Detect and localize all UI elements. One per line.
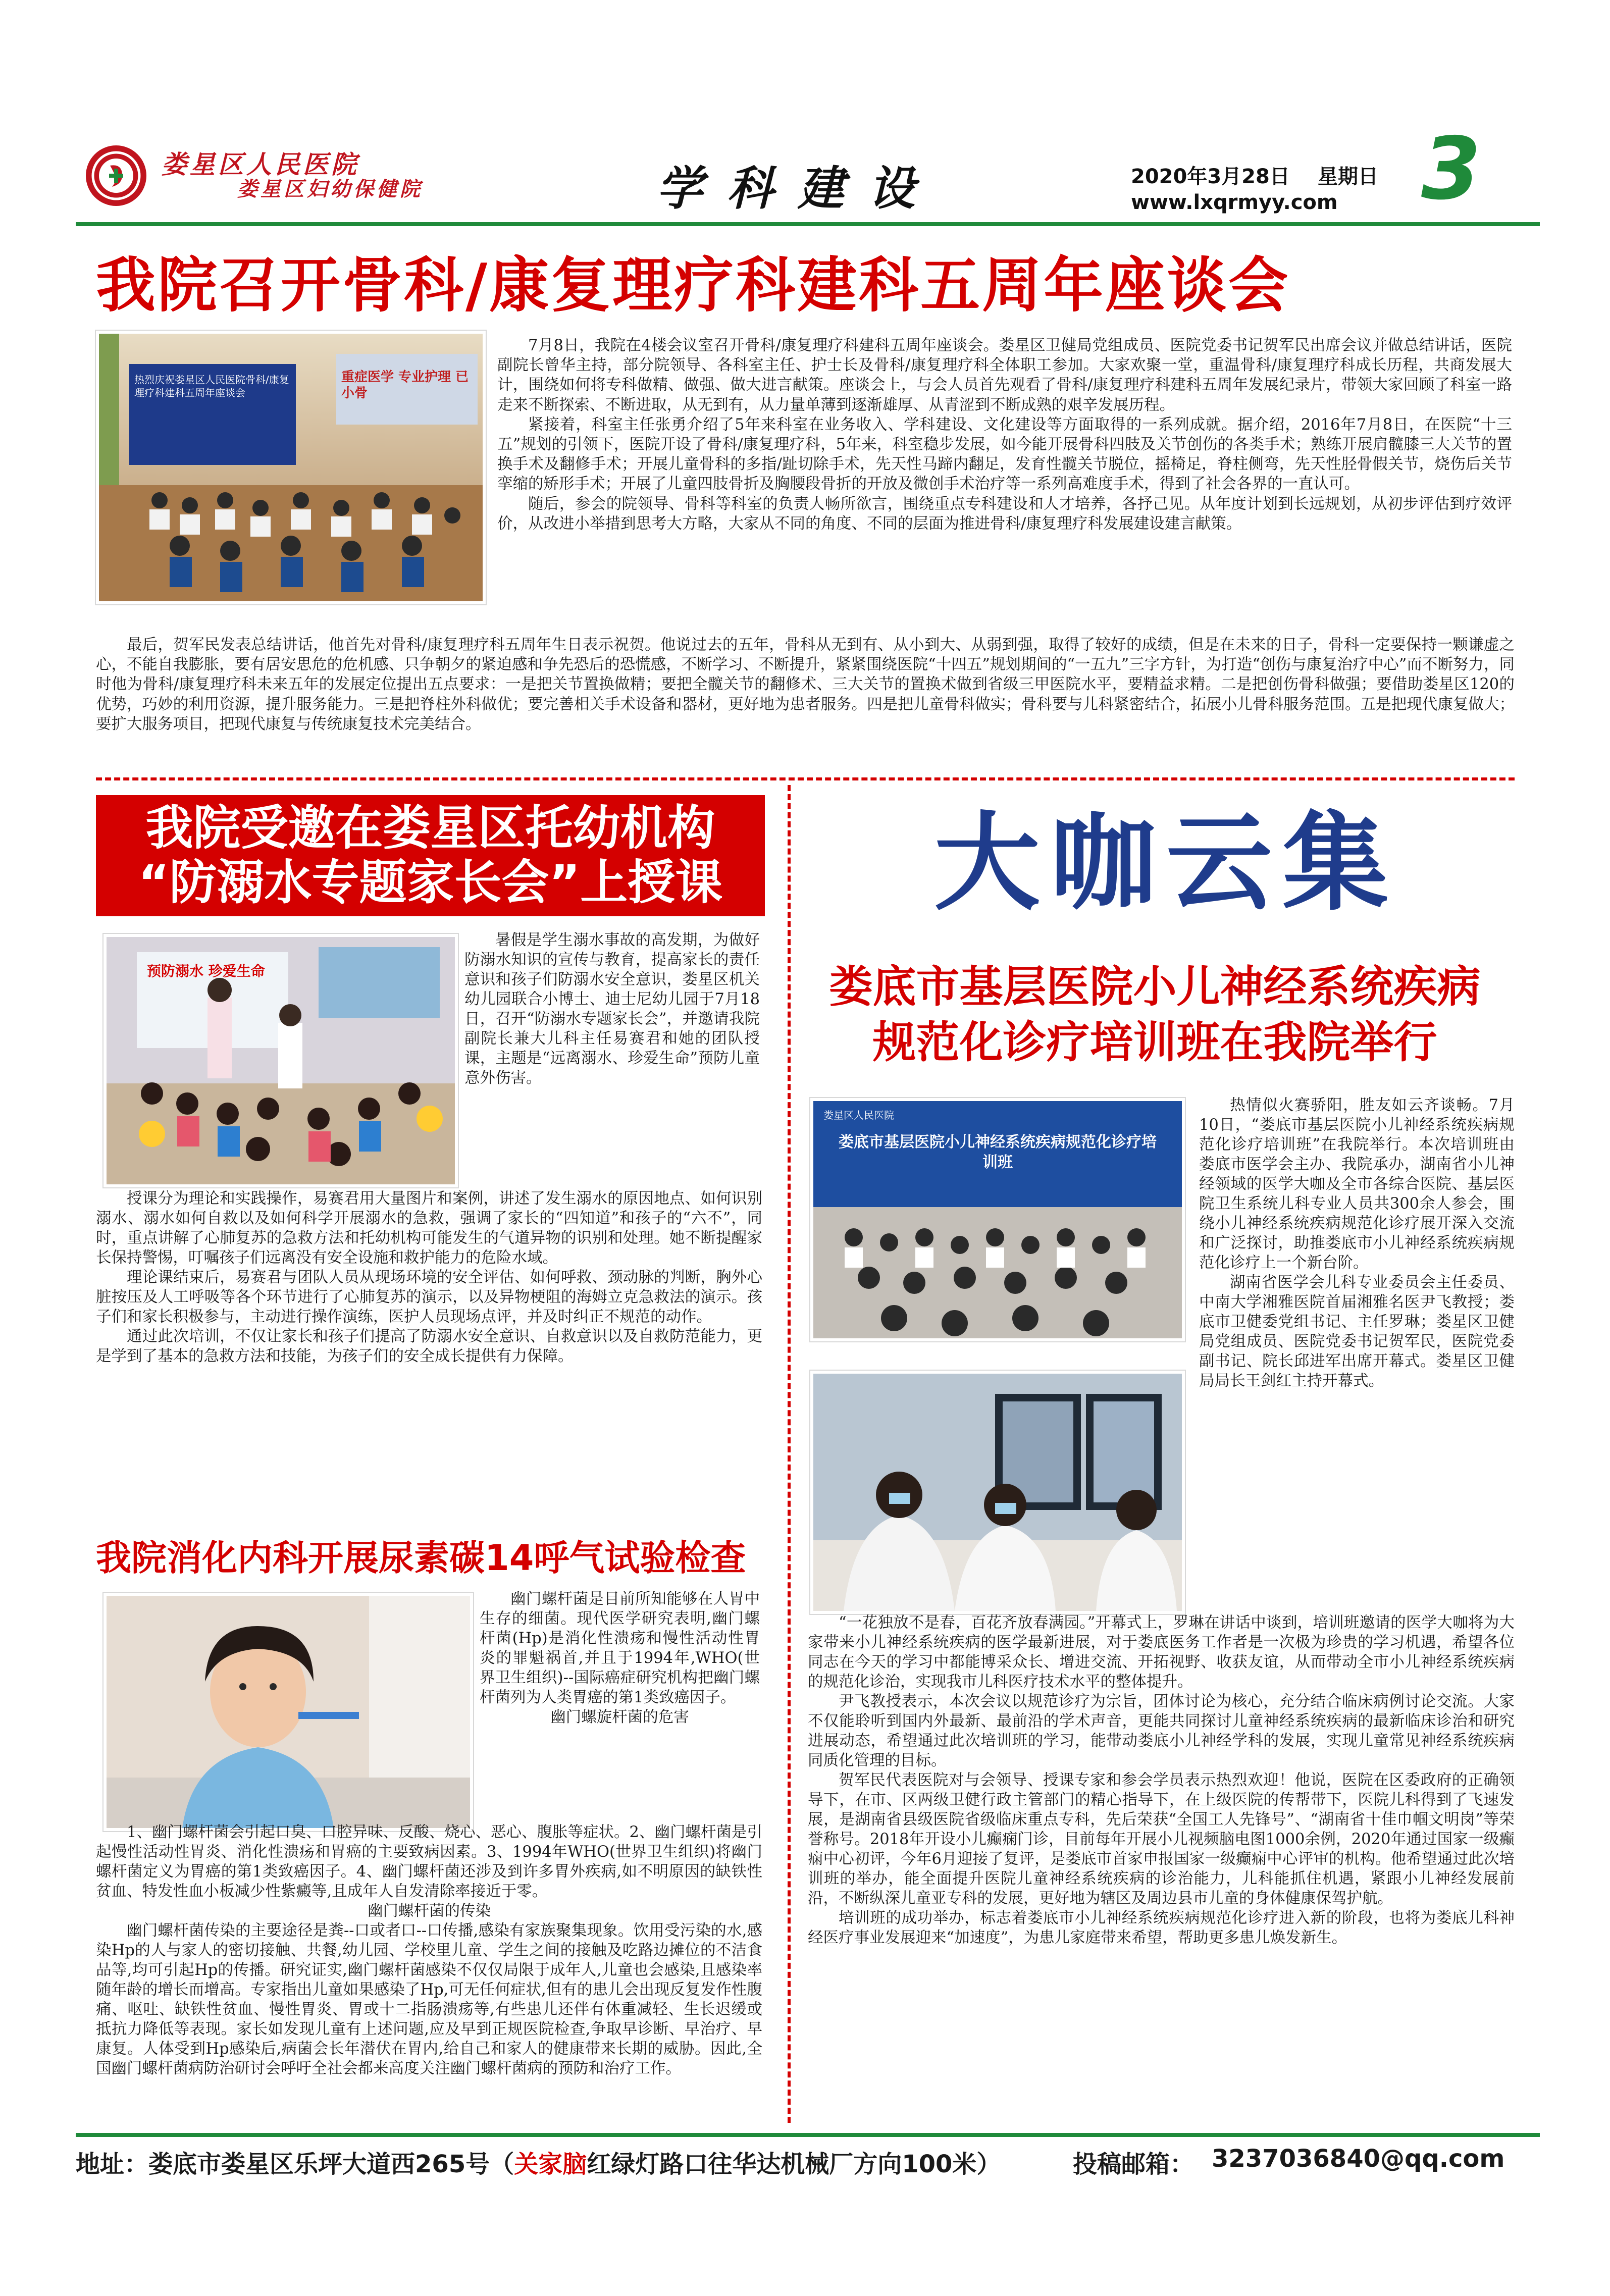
section-title: 学 科 建 设 [656,161,919,216]
article2-paragraph-1: 暑假是学生溺水事故的高发期，为做好防溺水知识的宣传与教育，提高家长的责任意识和孩子们防溺水安全意识，娄星区机关幼儿园联合小博士、迪士尼幼儿园于7月18日，召开“防溺水专题家长会”，并邀请我院副院长兼大儿科主任易赛君和她的团队授课，主题是“远离溺水、珍爱生命”预防儿童意外伤害。 [464,931,760,1087]
article2-body-top [464,930,760,1088]
footer-email-label: 投稿邮箱： [1073,2150,1194,2178]
article2-headline-line2: “防溺水专题家长会”上授课 [138,855,723,910]
masthead-rule [76,222,1540,226]
article4-paragraph-4: 尹飞教授表示，本次会议以规范诊疗为宗旨，团体讨论为核心，充分结合临床病例讨论交流。大家不仅能聆听到国内外最新、最前沿的学术声音，更能共同探讨儿童神经系统疾病的最新临床诊治和研究进展动态，希望通过此次培训班的学习，能带动娄底小儿神经学科的发展，实现儿童常见神经系统疾病同质化管理的目标。 [808,1693,1515,1769]
article4-paragraph-3: “一花独放不是春，百花齐放春满园。”开幕式上，罗琳在讲话中谈到，培训班邀请的医学大咖将为大家带来小儿神经系统疾病的医学最新进展，对于娄底医务工作者是一次极为珍贵的学习机遇，希望各位同志在今天的学习中都能博采众长、增进交流、开拓视野、收获友谊，从而带动全市小儿神经系统疾病的规范化诊治，实现我市儿科医疗技术水平的整体提升。 [808,1614,1515,1691]
article2-headline-line1: 我院受邀在娄星区托幼机构 [145,801,715,856]
masthead-hospital-names [162,151,444,202]
article3-body-top [480,1589,760,1727]
article1-body-top [497,336,1512,534]
hospital-name-primary: 娄星区人民医院 [162,149,359,179]
footer-address-tail: 红绿灯路口往华达机械厂方向100米） [587,2150,1001,2178]
footer-rule [76,2133,1540,2137]
footer-address-label: 地址： [76,2150,149,2178]
article1-paragraph-3: 随后，参会的院领导、骨科等科室的负责人畅所欲言，围绕重点专科建设和人才培养，各抒己见。从年度计划到长远规划，从初步评估到疗效评价，从改进小举措到思考大方略，大家从不同的角度、不同的层面为推进骨科/康复理疗科发展建设建言献策。 [497,495,1512,533]
article4-photo-hosp-label: 娄星区人民医院 [823,1109,894,1121]
footer-email[interactable]: 3237036840@qq.com [1212,2145,1505,2173]
article2-headline [96,795,765,916]
article2-photo [103,934,458,1187]
article1-paragraph-2: 紧接着，科室主任张勇介绍了5年来科室在业务收入、学科建设、文化建设等方面取得的一系列成就。据介绍，2016年7月8日，在医院“十三五”规划的引领下，医院开设了骨科/康复理疗科，5年来，科室稳步发展，如今能开展骨科四肢及关节创伤的各类手术；熟练开展肩髋膝三大关节的置换手术及翻修手术；开展儿童骨科的多指/趾切除手术，先天性马蹄内翻足，发育性髋关节脱位，摇椅足，脊柱侧弯，先天性胫骨假关节，烧伤后关节挛缩的矫形手术；开展了儿童四肢骨折及胸腰段骨折的开放及微创手术治疗等一系列高难度手术，得到了社会各界的一直认可。 [497,415,1512,493]
masthead [0,0,1610,219]
article1-paragraph-1: 7月8日，我院在4楼会议室召开骨科/康复理疗科建科五周年座谈会。娄星区卫健局党组成员、医院党委书记贺军民出席会议并做总结讲话，医院副院长曾华主持，部分院领导、各科室主任、护士长及骨科/康复理疗科全体职工参加。大家欢聚一堂，重温骨科/康复理疗科成长历程，共商发展大计，围绕如何将专科做精、做强、做大进言献策。座谈会上，与会人员首先观看了骨科/康复理疗科建科五周年发展纪录片，带领大家回顾了科室一路走来不断探索、不断进取，从无到有，从力量单薄到逐渐雄厚、从青涩到不断成熟的艰辛发展历程。 [497,337,1512,414]
hospital-logo [86,145,146,206]
article1-photo-side-text: 重症医学 专业护理 已小骨 [341,370,469,401]
article1-headline: 我院召开骨科/康复理疗科建科五周年座谈会 [96,250,1290,320]
article4-banner: 大咖云集 [933,801,1398,925]
article4-headline-line1: 娄底市基层医院小儿神经系统疾病 [829,962,1481,1012]
article3-photo [103,1593,473,1831]
consultation-photo [813,1374,1182,1611]
footer-landmark: 关家脑 [514,2150,587,2178]
article3-subhead-spread: 幽门螺杆菌的传染 [368,1902,491,1920]
article3-subhead-harm: 幽门螺旋杆菌的危害 [550,1708,689,1726]
article1-body-bottom [96,635,1515,734]
article3-intro: 幽门螺杆菌是目前所知能够在人胃中生存的细菌。现代医学研究表明,幽门螺杆菌(Hp)是消化性溃疡和慢性活动性胃炎的罪魁祸首,并且于1994年,WHO(世界卫生组织)--国际癌症研究机构把幽门螺杆菌列为人类胃癌的第1类致癌因子。 [480,1590,760,1706]
article2-paragraph-4: 通过此次培训，不仅让家长和孩子们提高了防溺水安全意识、自救意识以及自救防范能力，更是学到了基本的急救方法和技能，为孩子们的安全成长提供有力保障。 [96,1328,762,1365]
article2-body-bottom [96,1189,762,1366]
article2-photo-screen-text: 预防溺水 珍爱生命 [147,963,265,979]
article1-paragraph-4: 最后，贺军民发表总结讲话，他首先对骨科/康复理疗科五周年生日表示祝贺。他说过去的五年，骨科从无到有、从小到大、从弱到强，取得了较好的成绩，但是在未来的日子，骨科一定要保持一颗谦虚之心，不能自我膨胀，要有居安思危的危机感、只争朝夕的紧迫感和争先恐后的恐慌感，不断学习、不断提升，紧紧围绕医院“十四五”规划期间的“一五九”三字方针，为打造“创伤与康复治疗中心”而不断努力，同时他为骨科/康复理疗科未来五年的发展定位提出五点要求：一是把关节置换做精；要把全髋关节的翻修术、三大关节的置换术做到省级三甲医院水平，要精益求精。二是把创伤骨科做强；要借助娄星区120的优势，巧妙的利用资源，提升服务能力。三是把脊柱外科做优；要完善相关手术设备和器材，更好地为患者服务。四是把儿童骨科做实；骨科要与儿科紧密结合，拓展小儿骨科服务范围。五是把现代康复做大；要扩大服务项目，把现代康复与传统康复技术完美结合。 [96,636,1515,733]
article4-body-bottom [808,1613,1515,1948]
article3-harm: 1、幽门螺杆菌会引起口臭、口腔异味、反酸、烧心、恶心、腹胀等症状。2、幽门螺杆菌是引起慢性活动性胃炎、消化性溃疡和胃癌的主要致病因素。3、1994年WHO(世界卫生组织)将幽门螺杆菌定义为胃癌的第1类致癌因子。4、幽门螺杆菌还涉及到许多胃外疾病,如不明原因的缺铁性贫血、特发性血小板减少性紫癜等,且成年人自发清除率接近于零。 [96,1823,762,1900]
article3-body-bottom [96,1822,762,2078]
article3-spread: 幽门螺杆菌传染的主要途径是粪--口或者口--口传播,感染有家族聚集现象。饮用受污染的水,感染Hp的人与家人的密切接触、共餐,幼儿园、学校里儿童、学生之间的接触及吃路边摊位的不洁食品等,均可引起Hp的传播。研究证实,幽门螺杆菌感染不仅仅局限于成年人,儿童也会感染,且感染率随年龄的增长而增高。专家指出儿童如果感染了Hp,可无任何症状,但有的患儿会出现反复发作性腹痛、呕吐、缺铁性贫血、慢性胃炎、胃或十二指肠溃疡等,有些患儿还伴有体重减轻、生长迟缓或抵抗力降低等表现。家长如发现儿童有上述问题,应及早到正规医院检查,争取早诊断、早治疗、早康复。人体受到Hp感染后,病菌会长年潜伏在胃内,给自己和家人的健康带来长期的威胁。因此,全国幽门螺杆菌病防治研讨会呼吁全社会都来高度关注幽门螺杆菌病的预防和治疗工作。 [96,1922,762,2077]
article4-paragraph-6: 培训班的成功举办，标志着娄底市小儿神经系统疾病规范化诊疗进入新的阶段，也将为娄底儿科神经医疗事业发展迎来“加速度”，为患儿家庭带来希望，帮助更多患儿焕发新生。 [808,1909,1515,1947]
article4-paragraph-1: 热情似火赛骄阳，胜友如云齐谈畅。7月10日，“娄底市基层医院小儿神经系统疾病规范化诊疗培训班”在我院举行。本次培训班由娄底市医学会主办、我院承办，湖南省小儿神经领域的医学大咖及全市各综合医院、基层医院卫生系统儿科专业人员共300余人参会，围绕小儿神经系统疾病规范化诊疗展开深入交流和广泛探讨，助推娄底市小儿神经系统疾病规范化诊疗上一个新台阶。 [1199,1097,1515,1272]
article4-photo-banner: 娄底市基层医院小儿神经系统疾病规范化诊疗培训班 [839,1133,1157,1171]
article4-headline-line2: 规范化诊疗培训班在我院举行 [872,1017,1437,1068]
logo-emblem-icon [86,145,146,206]
issue-date: 2020年3月28日 [1131,165,1290,188]
breath-test-photo [107,1596,470,1828]
article4-photo-2 [810,1371,1185,1614]
article2-paragraph-3: 理论课结束后，易赛君与团队人员从现场环境的安全评估、如何呼救、颈动脉的判断，胸外心脏按压及人工呼吸等各个环节进行了心肺复苏的演示，以及异物梗阻的海姆立克急救法的演示。孩子们和家长积极参与，主动进行操作演练，医护人员现场点评，并及时纠正不规范的动作。 [96,1269,762,1326]
issue-weekday: 星期日 [1318,165,1378,188]
article1-photo-banner: 热烈庆祝娄星区人民医院骨科/康复理疗科建科五周年座谈会 [134,374,289,399]
section-divider-vertical [788,785,791,2123]
article4-paragraph-2: 湖南省医学会儿科专业委员会主任委员、中南大学湘雅医院首届湘雅名医尹飞教授；娄底市卫健委党组书记、主任罗琳；娄星区卫健局党组成员、医院党委书记贺军民，医院党委副书记、院长邱进军出席开幕式。娄星区卫健局局长王剑红主持开幕式。 [1199,1274,1515,1390]
page-number: 3 [1421,119,1481,219]
footer [76,2145,1540,2185]
article3-headline: 我院消化内科开展尿素碳14呼气试验检查 [96,1537,746,1579]
article1-photo [96,331,486,604]
footer-address: 娄底市娄星区乐坪大道西265号（ [148,2150,514,2178]
hospital-name-secondary: 娄星区妇幼保健院 [237,177,423,201]
article2-paragraph-2: 授课分为理论和实践操作，易赛君用大量图片和案例，讲述了发生溺水的原因地点、如何识别溺水、溺水如何自救以及如何科学开展溺水的急救，强调了家长的“四知道”和孩子的“六不”，同时，重点讲解了心肺复苏的急救方法和托幼机构可能发生的气道异物的识别和处理。她不断提醒家长保持警惕，叮嘱孩子们远离没有安全设施和救护能力的危险水域。 [96,1190,762,1267]
article4-paragraph-5: 贺军民代表医院对与会领导、授课专家和参会学员表示热烈欢迎！他说，医院在区委政府的正确领导下，在市、区两级卫健行政主管部门的精心指导下，在上级医院的传帮带下，医院儿科得到了飞速发展，是湖南省县级医院省级临床重点专科，先后荣获“全国工人先锋号”、“湖南省十佳巾帼文明岗”等荣誉称号。2018年开设小儿癫痫门诊，目前每年开展小儿视频脑电图1000余例，2020年通过国家一级癫痫中心初评，今年6月迎接了复评，是娄底市首家申报国家一级癫痫中心评审的机构。他希望通过此次培训班的举办，能全面提升医院儿童神经系统疾病的诊治能力，儿科能抓住机遇，紧跟小儿神经发展前沿，不断纵深儿童亚专科的发展，更好地为辖区及周边县市儿童的身体健康保驾护航。 [808,1771,1515,1907]
website-link[interactable]: www.lxqrmyy.com [1131,191,1338,214]
section-divider-horizontal [96,777,1515,780]
article4-body-side [1199,1095,1515,1391]
article4-photo-1 [810,1098,1185,1341]
